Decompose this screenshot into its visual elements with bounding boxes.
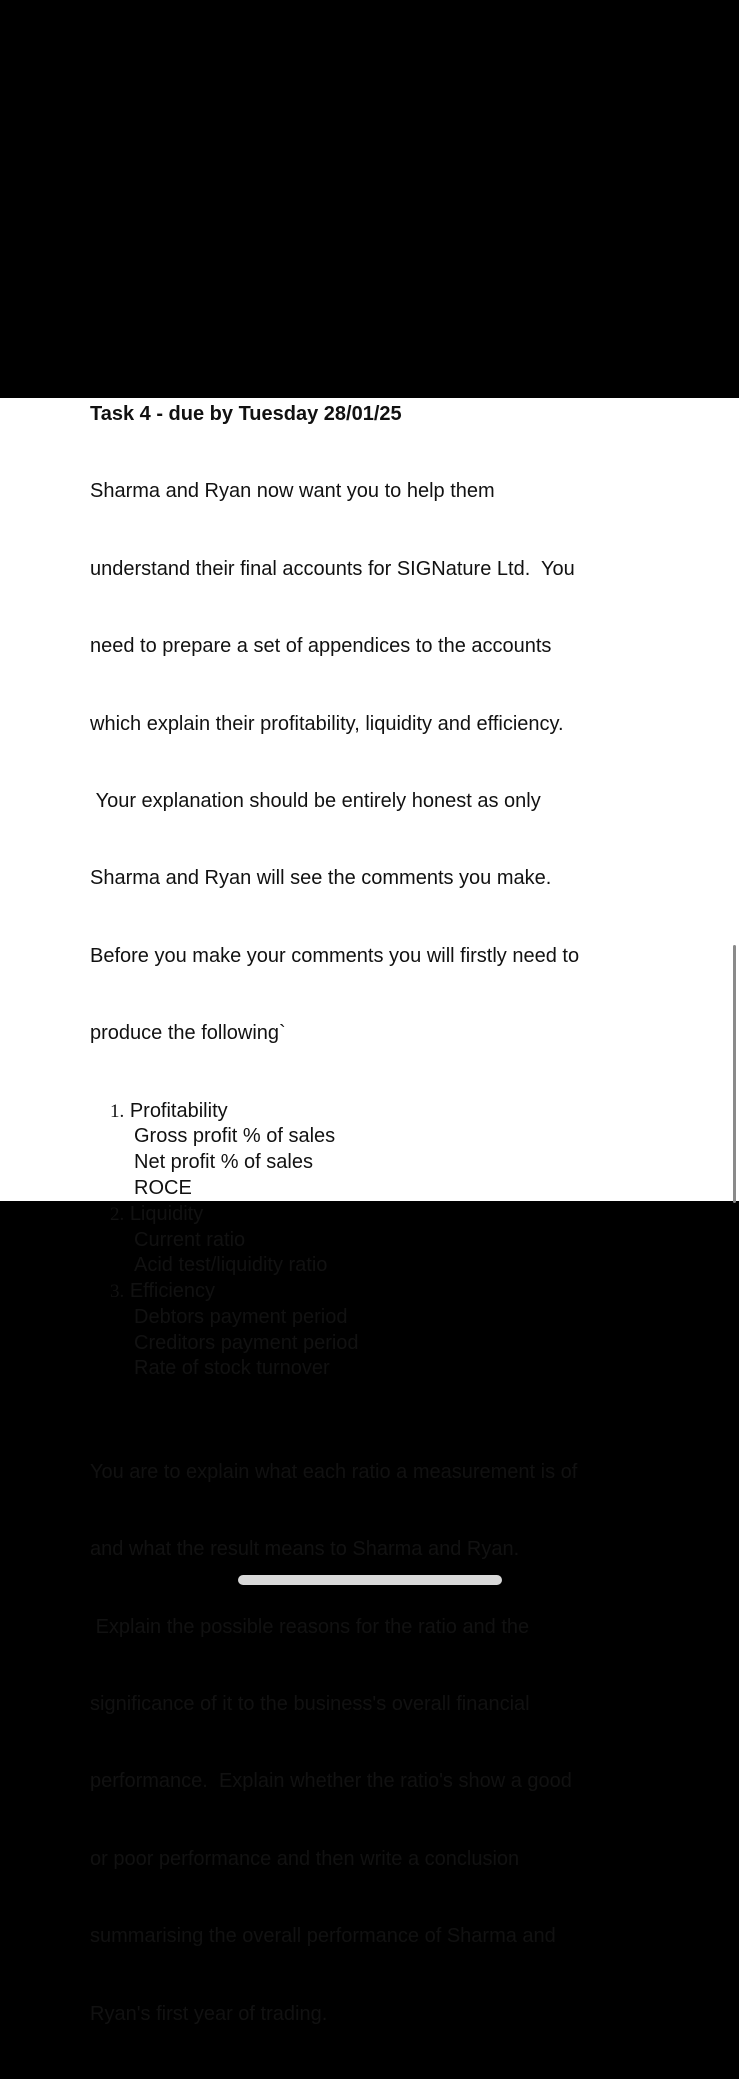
text-line: or poor performance and then write a conclusion	[90, 1847, 520, 1870]
list-item: Acid test/liquidity ratio	[134, 1254, 328, 1277]
list-heading-label: Liquidity	[129, 1202, 204, 1225]
list-item: Net profit % of sales	[134, 1151, 313, 1174]
home-indicator[interactable]	[238, 1575, 502, 1585]
text-line: which explain their profitability, liquidity and efficiency.	[90, 712, 564, 735]
text-line: understand their final accounts for SIGNature Ltd. You	[90, 557, 575, 580]
list-number: 3.	[110, 1281, 125, 1303]
text-line: Ryan's first year of trading.	[90, 2002, 328, 2025]
text-line: and what the result means to Sharma and Ryan.	[90, 1538, 520, 1561]
text-line: produce the following`	[90, 1022, 286, 1045]
intro-paragraph	[90, 428, 699, 1099]
list-heading-label: Efficiency	[129, 1280, 216, 1303]
list-number: 2.	[110, 1203, 125, 1225]
list-item: ROCE	[134, 1176, 192, 1199]
list-heading-efficiency	[90, 1279, 699, 1305]
text-line: You are to explain what each ratio a measurement is of	[90, 1460, 578, 1483]
text-line: need to prepare a set of appendices to the accounts	[90, 635, 552, 658]
ratio-list	[90, 1099, 699, 1383]
list-heading-profitability	[90, 1099, 699, 1125]
list-item: Rate of stock turnover	[134, 1357, 330, 1380]
scrollbar[interactable]	[733, 945, 736, 1203]
text-line: Your explanation should be entirely honest as only	[90, 789, 541, 812]
text-line: Sharma and Ryan will see the comments you make.	[90, 867, 552, 890]
closing-paragraph	[90, 1408, 699, 2079]
text-line: significance of it to the business's overall financial	[90, 1693, 530, 1716]
text-line: performance. Explain whether the ratio's show a good	[90, 1770, 572, 1793]
text-line: summarising the overall performance of Sharma and	[90, 1925, 556, 1948]
document-image	[0, 398, 739, 2025]
text-line: Sharma and Ryan now want you to help them	[90, 480, 495, 503]
text-line: Explain the possible reasons for the ratio and the	[90, 1615, 530, 1638]
list-item: Debtors payment period	[134, 1305, 348, 1328]
list-heading-liquidity	[90, 1202, 699, 1228]
list-item: Creditors payment period	[134, 1331, 359, 1354]
list-item: Current ratio	[134, 1228, 246, 1251]
list-number: 1.	[110, 1100, 125, 1122]
list-heading-label: Profitability	[129, 1099, 228, 1122]
task-title: Task 4 - due by Tuesday 28/01/25	[90, 403, 402, 425]
paragraph-gap	[90, 1382, 699, 1408]
text-line: Before you make your comments you will firstly need to	[90, 944, 580, 967]
list-item: Gross profit % of sales	[134, 1125, 336, 1148]
